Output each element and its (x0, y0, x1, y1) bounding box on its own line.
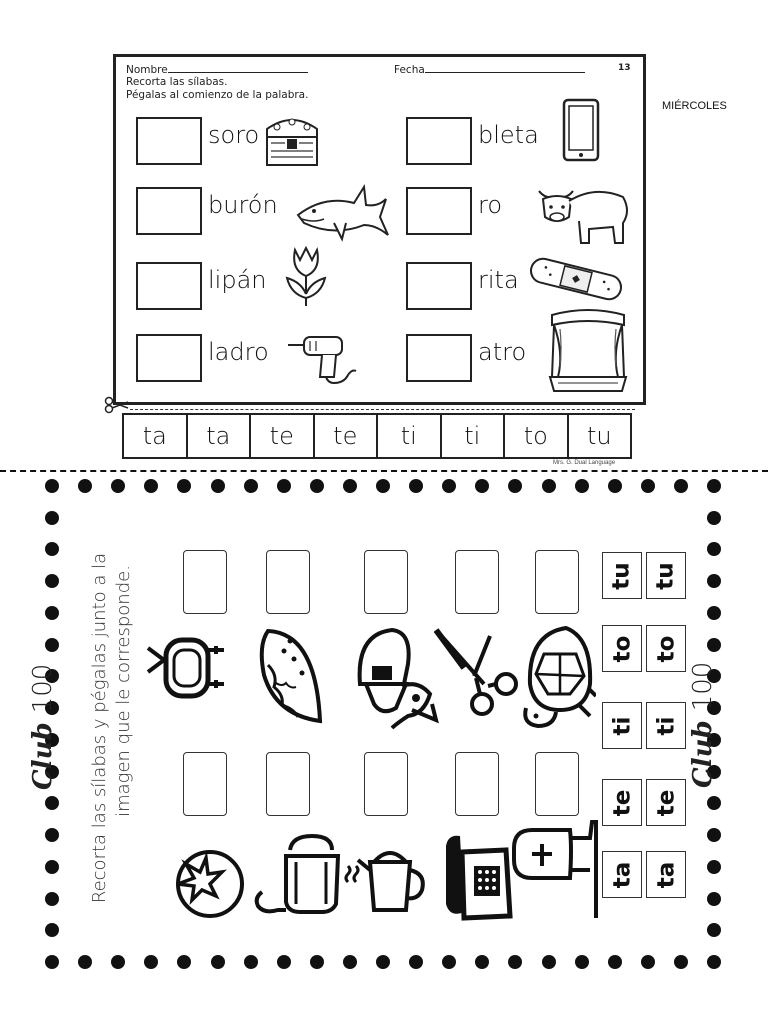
syllable-tile[interactable]: ti (442, 415, 506, 457)
word-atro: atro (478, 338, 527, 366)
word-lipan: lipán (208, 266, 267, 294)
frame-dot (707, 511, 721, 525)
brand-logo-left (28, 664, 58, 790)
syllable-tile[interactable]: ta (124, 415, 188, 457)
page-divider (0, 470, 768, 472)
frame-dot (475, 955, 489, 969)
answer-box[interactable] (406, 117, 472, 165)
word-ro: ro (478, 191, 503, 219)
syllable-strip (122, 413, 632, 459)
frame-dot (707, 542, 721, 556)
tile-label: ti (652, 716, 679, 735)
frame-dot (508, 955, 522, 969)
frame-dot (45, 796, 59, 810)
frame-dot (45, 479, 59, 493)
frame-dot (144, 479, 158, 493)
word-buron: burón (208, 191, 278, 219)
syllable-tile[interactable] (602, 552, 642, 599)
frame-dot (674, 955, 688, 969)
frame-dot (707, 923, 721, 937)
brand-text: Club (28, 722, 58, 790)
word-ladro: ladro (208, 338, 269, 366)
frame-dot (310, 479, 324, 493)
weekday-label: MIÉRCOLES (662, 100, 727, 112)
frame-dot (641, 479, 655, 493)
syllable-tile[interactable]: to (505, 415, 569, 457)
syllable-tile[interactable]: ta (188, 415, 252, 457)
frame-dot (376, 479, 390, 493)
frame-dot (575, 479, 589, 493)
answer-box[interactable] (136, 334, 202, 382)
tulip-icon (283, 244, 329, 312)
tile-label: to (608, 635, 635, 662)
answer-box[interactable] (455, 550, 499, 614)
television-icon (146, 626, 232, 708)
frame-dot (111, 955, 125, 969)
answer-box[interactable] (406, 334, 472, 382)
syllable-tile[interactable] (646, 779, 686, 826)
frame-dot (45, 511, 59, 525)
frame-dot (707, 606, 721, 620)
frame-dot (310, 955, 324, 969)
word-rita: rita (478, 266, 519, 294)
frame-dot (45, 955, 59, 969)
syllable-tile[interactable] (602, 851, 642, 898)
answer-box[interactable] (183, 550, 227, 614)
frame-dot (409, 955, 423, 969)
answer-box[interactable] (266, 752, 310, 816)
answer-box[interactable] (406, 262, 472, 310)
answer-box[interactable] (364, 550, 408, 614)
frame-dot (45, 638, 59, 652)
frame-dot (111, 479, 125, 493)
frame-dot (707, 828, 721, 842)
teapot-icon (344, 834, 428, 918)
frame-dot (45, 574, 59, 588)
frame-dot (707, 955, 721, 969)
instruction-2: Pégalas al comienzo de la palabra. (126, 89, 309, 101)
frame-dot (508, 479, 522, 493)
frame-dot (244, 479, 258, 493)
syllable-tile[interactable] (646, 552, 686, 599)
frame-dot (244, 955, 258, 969)
word-soro: soro (208, 121, 260, 149)
bandage-icon (524, 257, 628, 301)
scissors-icon (434, 628, 520, 720)
syllable-tile[interactable] (602, 779, 642, 826)
bull-icon (535, 177, 633, 247)
syllable-tile[interactable]: te (251, 415, 315, 457)
name-row (126, 63, 308, 76)
frame-dot (277, 479, 291, 493)
theater-stage-icon (548, 307, 628, 395)
syllable-tile[interactable] (646, 851, 686, 898)
frame-dot (641, 955, 655, 969)
frame-dot (211, 479, 225, 493)
cut-line (130, 409, 635, 410)
frame-dot (78, 479, 92, 493)
frame-dot (211, 955, 225, 969)
credit-text: Mrs. G. Dual Language (553, 460, 616, 466)
syllable-tile[interactable] (602, 625, 642, 672)
frame-dot (475, 479, 489, 493)
syllable-tile[interactable] (646, 625, 686, 672)
frame-dot (177, 955, 191, 969)
tablet-icon (561, 97, 601, 163)
brand-text: Club (688, 720, 718, 788)
frame-dot (45, 923, 59, 937)
frame-dot (45, 542, 59, 556)
tomato-icon (164, 838, 246, 924)
answer-box[interactable] (136, 262, 202, 310)
frame-dot (277, 955, 291, 969)
frame-dot (409, 479, 423, 493)
frame-dot (674, 479, 688, 493)
tile-label: tu (653, 561, 679, 590)
scissors-icon (104, 396, 130, 414)
frame-dot (45, 828, 59, 842)
tile-label: te (609, 789, 635, 816)
page-number: 13 (618, 63, 631, 73)
top-worksheet (113, 54, 646, 405)
answer-box[interactable] (535, 752, 579, 816)
drill-icon (286, 325, 358, 387)
treasure-chest-icon (261, 107, 323, 173)
brand-logo-right (688, 662, 718, 788)
syllable-tile[interactable]: ti (378, 415, 442, 457)
frame-dot (575, 955, 589, 969)
telephone-icon (440, 832, 514, 922)
syllable-tile[interactable] (646, 702, 686, 749)
tile-label: to (652, 635, 679, 662)
frame-dot (707, 860, 721, 874)
instruction-line-1: Recorta las sílabas y pégalas junto a la (89, 552, 110, 904)
frame-dot (78, 955, 92, 969)
answer-box[interactable] (266, 550, 310, 614)
frame-dot (45, 892, 59, 906)
answer-box[interactable] (364, 752, 408, 816)
frame-dot (144, 955, 158, 969)
syllable-tile[interactable]: te (315, 415, 379, 457)
tile-label: tu (609, 561, 635, 590)
turtle-icon (520, 624, 596, 734)
answer-box[interactable] (183, 752, 227, 816)
thermometer-icon (512, 818, 602, 922)
syllable-tile[interactable]: tu (586, 422, 612, 450)
taco-icon (256, 625, 326, 725)
instruction-1: Recorta las sílabas. (126, 76, 228, 88)
brand-number: 100 (688, 661, 718, 712)
frame-dot (45, 606, 59, 620)
frame-dot (707, 796, 721, 810)
shark-icon (294, 177, 390, 249)
brand-number: 100 (28, 663, 58, 714)
frame-dot (542, 955, 556, 969)
bathtub-icon (252, 832, 342, 918)
frame-dot (45, 860, 59, 874)
toucan-icon (352, 624, 442, 730)
syllable-tile[interactable] (602, 702, 642, 749)
tile-label: ti (608, 716, 635, 735)
frame-dot (442, 955, 456, 969)
frame-dot (343, 955, 357, 969)
answer-box[interactable] (136, 187, 202, 235)
instruction-line-2: imagen que le corresponde. (113, 565, 134, 817)
answer-box[interactable] (406, 187, 472, 235)
tile-label: ta (652, 861, 679, 888)
name-line (168, 63, 308, 73)
word-bleta: bleta (478, 121, 539, 149)
answer-box[interactable] (455, 752, 499, 816)
frame-dot (442, 479, 456, 493)
frame-dot (707, 638, 721, 652)
date-line (425, 63, 585, 73)
frame-dot (608, 955, 622, 969)
answer-box[interactable] (136, 117, 202, 165)
answer-box[interactable] (535, 550, 579, 614)
date-label: Fecha (394, 64, 425, 76)
frame-dot (177, 479, 191, 493)
frame-dot (542, 479, 556, 493)
date-row (394, 63, 585, 76)
frame-dot (707, 574, 721, 588)
tile-label: te (653, 789, 679, 816)
name-label: Nombre (126, 64, 168, 76)
frame-dot (343, 479, 357, 493)
frame-dot (707, 892, 721, 906)
frame-dot (707, 479, 721, 493)
tile-label: ta (608, 861, 635, 888)
frame-dot (376, 955, 390, 969)
frame-dot (608, 479, 622, 493)
